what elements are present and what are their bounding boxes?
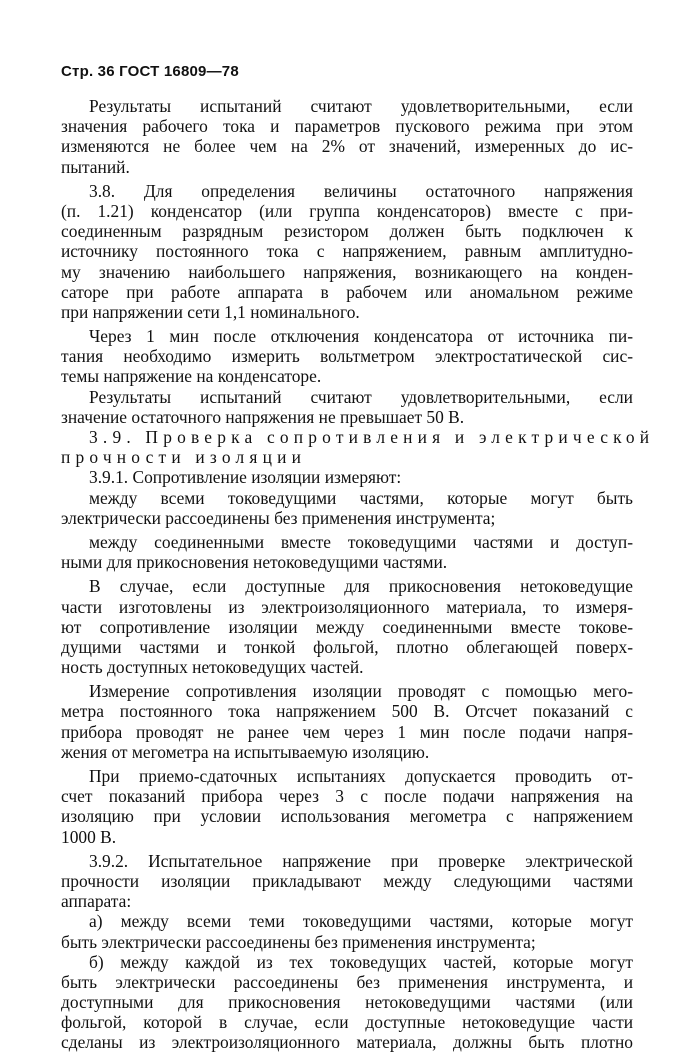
- text-line: б) между каждой из тех токоведущих частей, которые могут: [89, 951, 633, 972]
- text-line: тания необходимо измерить вольтметром электростатической сис-: [61, 346, 633, 367]
- text-line: между соединенными вместе токоведущими частями и доступ-: [89, 531, 633, 552]
- list-item-a: [61, 911, 633, 951]
- body-text: [61, 96, 655, 1053]
- text-line: аппарата:: [61, 891, 132, 912]
- text-line: между всеми токоведущими частями, которые могут быть: [89, 487, 633, 508]
- text-line: му значению наибольшего напряжения, возникающего на конден-: [61, 261, 633, 282]
- text-line: значения рабочего тока и параметров пускового режима при этом: [61, 116, 633, 137]
- list-item-b: [61, 952, 633, 1053]
- text-line: Измерение сопротивления изоляции проводят с помощью мего-: [89, 681, 633, 702]
- text-line: При приемо-сдаточных испытаниях допускается проводить от-: [89, 766, 633, 786]
- text-line: 3.8. Для определения величины остаточного напряжения: [89, 180, 633, 201]
- section-heading-3-9: [61, 427, 655, 468]
- text-line: источнику постоянного тока с напряжением, равным амплитудно-: [61, 241, 633, 262]
- text-line: дущими частями и тонкой фольгой, плотно облегающей поверх-: [61, 636, 633, 657]
- paragraph-3-9-1: [61, 467, 633, 487]
- text-line: прибора проводят не ранее чем через 1 мин после подачи напря-: [61, 721, 633, 742]
- paragraph-results-2: [61, 387, 633, 427]
- paragraph-3-8: [61, 181, 633, 322]
- paragraph-between-all: [61, 488, 633, 528]
- text-line: жения от мегометра на испытываемую изоляцию.: [61, 741, 430, 762]
- text-line: счет показаний прибора через 3 с после подачи напряжения на: [61, 786, 633, 807]
- text-line: а) между всеми теми токоведущими частями, которые могут: [89, 911, 633, 932]
- text-line: (п. 1.21) конденсатор (или группа конденсаторов) вместе с при-: [61, 200, 633, 221]
- text-line: сделаны из электроизоляционного материала, должны быть плотно: [61, 1032, 633, 1053]
- paragraph-between-connected: [61, 532, 633, 572]
- text-line: электрически рассоединены без применения инструмента;: [61, 507, 496, 528]
- text-line: саторе при работе аппарата в рабочем или аномальном режиме: [61, 281, 633, 302]
- text-line: доступными для прикосновения нетоковедущими частями (или: [61, 992, 633, 1013]
- text-line: ют сопротивление изоляции между соединенными вместе токове-: [61, 616, 633, 637]
- text-line: 3.9. Проверка сопротивления и электрической: [89, 427, 655, 447]
- text-line: 3.9.2. Испытательное напряжение при проверке электрической: [89, 850, 633, 871]
- text-line: темы напряжение на конденсаторе.: [61, 366, 322, 387]
- text-line: 3.9.1. Сопротивление изоляции измеряют:: [89, 467, 402, 488]
- text-line: при напряжении сети 1,1 номинального.: [61, 301, 360, 322]
- text-line: 1000 В.: [61, 826, 117, 847]
- text-line: части изготовлены из электроизоляционного материала, то измеря-: [61, 596, 633, 617]
- text-line: ность доступных нетоковедущих частей.: [61, 657, 364, 678]
- paragraph-in-case: [61, 576, 633, 677]
- text-line: значение остаточного напряжения не превышает 50 В.: [61, 406, 465, 427]
- text-line: Результаты испытаний считают удовлетворительными, если: [89, 96, 633, 116]
- text-line: быть электрически рассоединены без применения инструмента;: [61, 931, 536, 952]
- text-line: соединенным разрядным резистором должен быть подключен к: [61, 221, 633, 242]
- text-line: Результаты испытаний считают удовлетворительными, если: [89, 386, 633, 407]
- text-line: изоляцию при условии использования мегометра с напряжением: [61, 806, 633, 827]
- text-line: Через 1 мин после отключения конденсатора от источника пи-: [89, 326, 633, 347]
- paragraph-after-1min: [61, 326, 633, 387]
- text-line: фольгой, которой в случае, если доступные нетоковедущие части: [61, 1012, 633, 1033]
- text-line: метра постоянного тока напряжением 500 В. Отсчет показаний с: [61, 701, 633, 722]
- paragraph-acceptance: [61, 766, 633, 847]
- text-line: изменяются не более чем на 2% от значений, измеренных до ис-: [61, 136, 633, 157]
- paragraph-results-1: [61, 96, 633, 177]
- text-line: быть электрически рассоединены без применения инструмента, и: [61, 971, 633, 992]
- page-header: Стр. 36 ГОСТ 16809—78: [61, 63, 239, 80]
- text-line: прочности изоляции: [61, 447, 307, 468]
- paragraph-3-9-2: [61, 851, 633, 912]
- text-line: прочности изоляции прикладывают между следующими частями: [61, 870, 633, 891]
- text-line: В случае, если доступные для прикосновения нетоковедущие: [89, 576, 633, 597]
- text-line: ными для прикосновения нетоковедущими частями.: [61, 552, 448, 573]
- paragraph-measurement: [61, 681, 633, 762]
- text-line: пытаний.: [61, 156, 130, 177]
